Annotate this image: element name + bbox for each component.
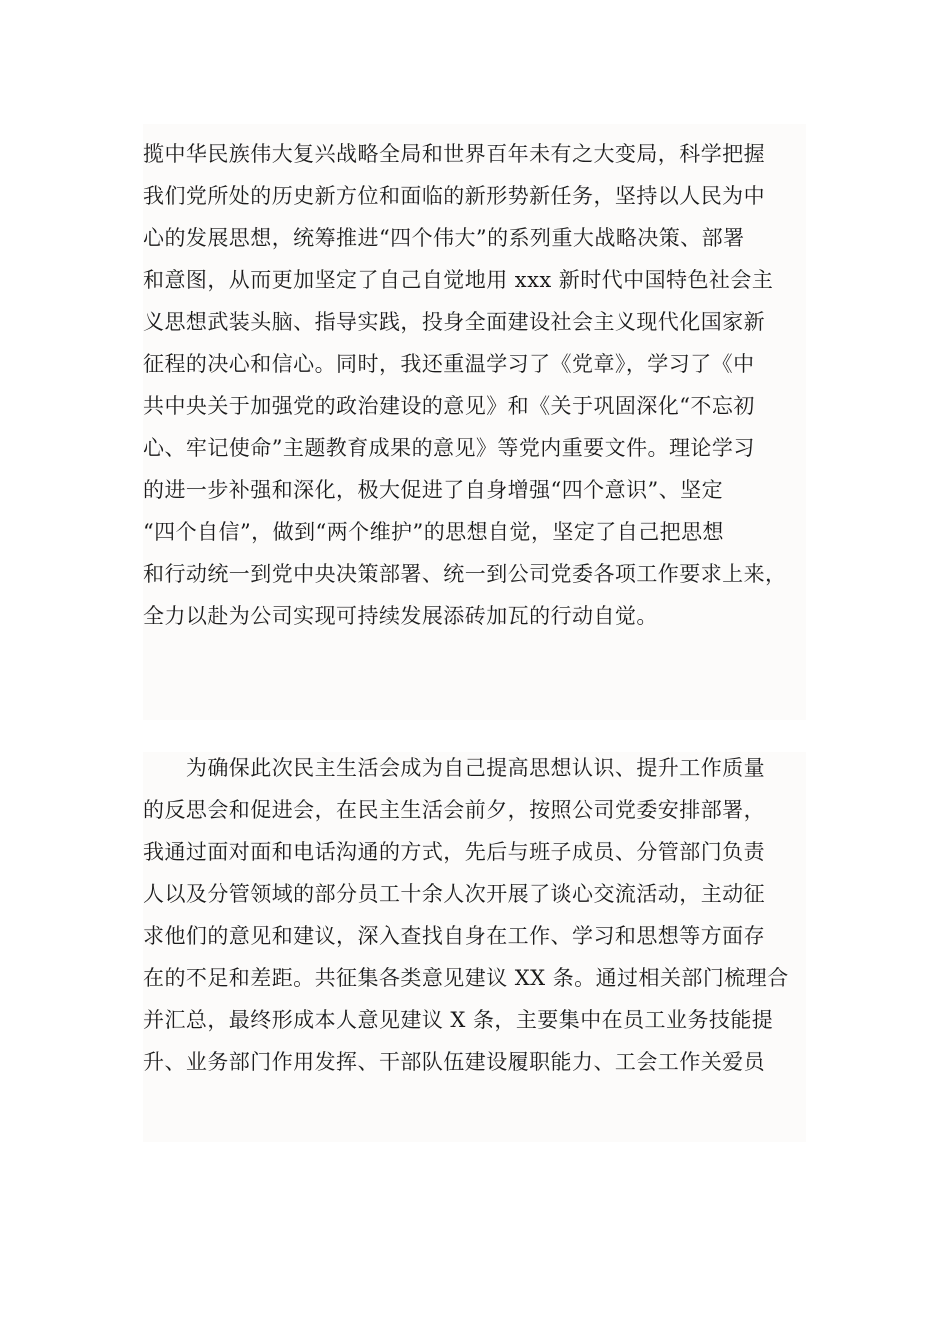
text-line: 的进一步补强和深化，极大促进了自身增强“四个意识”、坚定 — [143, 478, 724, 502]
text-line: 心的发展思想，统筹推进“四个伟大”的系列重大战略决策、部署 — [143, 226, 745, 250]
text-line: 和意图，从而更加坚定了自己自觉地用 xxx 新时代中国特色社会主 — [143, 268, 774, 292]
text-line: 并汇总，最终形成本人意见建议 X 条，主要集中在员工业务技能提 — [143, 1008, 774, 1032]
text-line: 我们党所处的历史新方位和面临的新形势新任务，坚持以人民为中 — [143, 184, 766, 208]
paragraph-gap — [143, 720, 806, 752]
text-line: 征程的决心和信心。同时，我还重温学习了《党章》，学习了《中 — [143, 352, 755, 376]
text-line: “四个自信”，做到“两个维护”的思想自觉，坚定了自己把思想 — [143, 520, 724, 544]
text-line: 揽中华民族伟大复兴战略全局和世界百年未有之大变局，科学把握 — [143, 142, 766, 166]
text-line: 人以及分管领域的部分员工十余人次开展了谈心交流活动，主动征 — [143, 882, 766, 906]
text-line: 义思想武装头脑、指导实践，投身全面建设社会主义现代化国家新 — [143, 310, 766, 334]
text-line: 全力以赴为公司实现可持续发展添砖加瓦的行动自觉。 — [143, 604, 658, 628]
text-line: 共中央关于加强党的政治建设的意见》和《关于巩固深化“不忘初 — [143, 394, 755, 418]
document-body — [143, 124, 806, 1142]
text-line: 在的不足和差距。共征集各类意见建议 XX 条。通过相关部门梳理合 — [143, 966, 789, 990]
text-line: 求他们的意见和建议，深入查找自身在工作、学习和思想等方面存 — [143, 924, 766, 948]
text-line: 升、业务部门作用发挥、干部队伍建设履职能力、工会工作关爱员 — [143, 1050, 766, 1074]
text-line: 心、牢记使命”主题教育成果的意见》等党内重要文件。理论学习 — [143, 436, 755, 460]
text-line: 我通过面对面和电话沟通的方式，先后与班子成员、分管部门负责 — [143, 840, 766, 864]
text-line: 的反思会和促进会，在民主生活会前夕，按照公司党委安排部署， — [143, 798, 766, 822]
text-line: 为确保此次民主生活会成为自己提高思想认识、提升工作质量 — [143, 756, 766, 780]
text-line: 和行动统一到党中央决策部署、统一到公司党委各项工作要求上来， — [143, 562, 787, 586]
